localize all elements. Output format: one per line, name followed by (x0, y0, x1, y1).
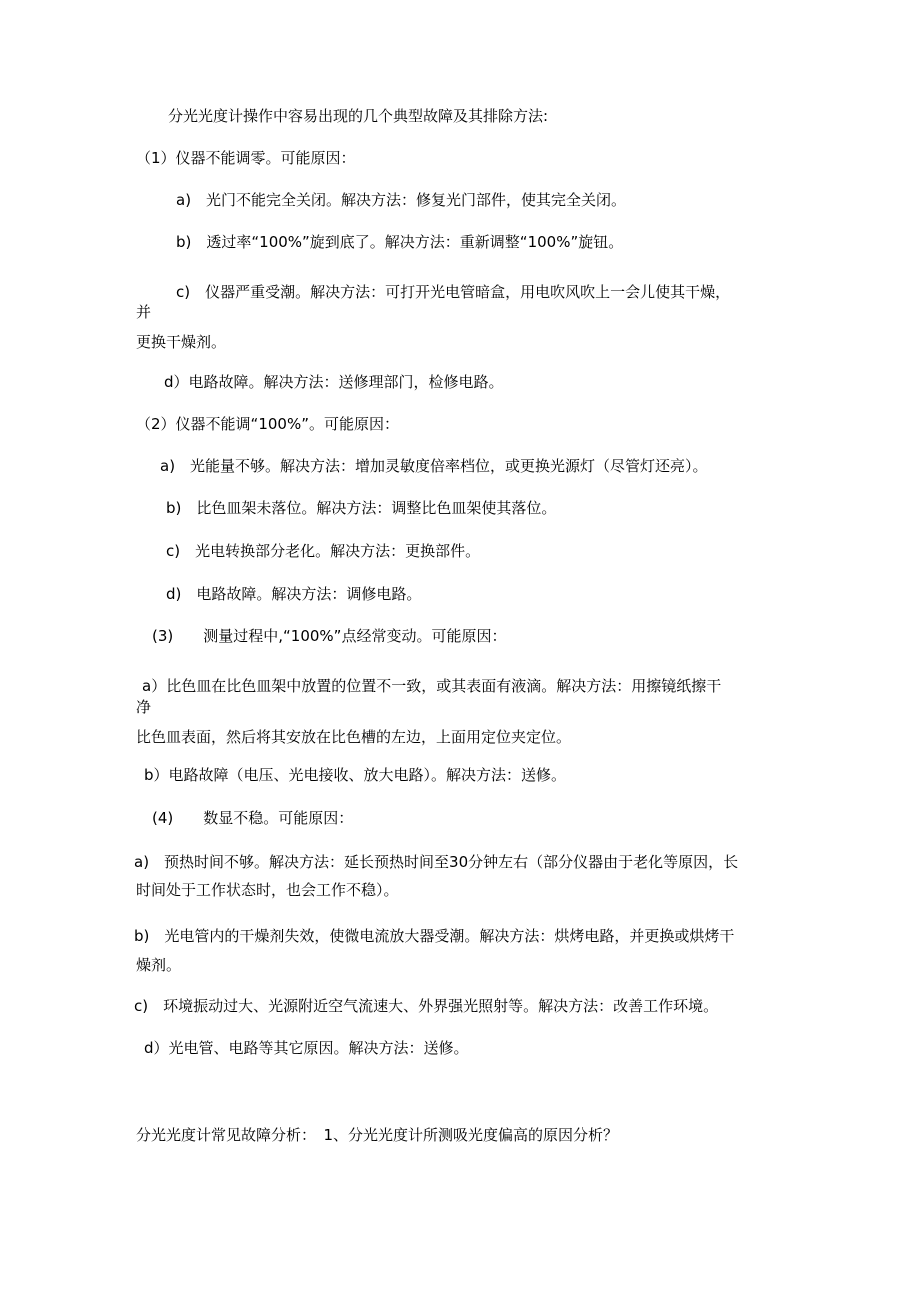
section-1-item-a: a) 光门不能完全关闭。解决方法：修复光门部件，使其完全关闭。 (176, 191, 627, 209)
section-2-item-b: b) 比色皿架未落位。解决方法：调整比色皿架使其落位。 (166, 499, 557, 517)
section-1-item-c-line1: c) 仪器严重受潮。解决方法：可打开光电管暗盒，用电吹风吹上一会儿使其干燥， (176, 283, 731, 301)
section-4-item-a-line2: 时间处于工作状态时，也会工作不稳）。 (136, 881, 399, 899)
section-3-item-a-line3: 比色皿表面，然后将其安放在比色槽的左边，上面用定位夹定位。 (136, 728, 572, 746)
section-1-item-c-line3: 更换干燥剂。 (136, 333, 227, 351)
section-4-heading: (4) 数显不稳。可能原因： (152, 809, 354, 827)
section-4-item-c: c) 环境振动过大、光源附近空气流速大、外界强光照射等。解决方法：改善工作环境。 (134, 997, 719, 1015)
section-3-heading: (3) 测量过程中,“100%”点经常变动。可能原因： (152, 627, 507, 645)
section-2-item-d: d) 电路故障。解决方法：调修电路。 (166, 585, 422, 603)
section-2-item-a: a) 光能量不够。解决方法：增加灵敏度倍率档位，或更换光源灯（尽管灯还亮）。 (160, 457, 708, 475)
section-1-item-c-line2: 并 (136, 303, 152, 321)
section-2-item-c: c) 光电转换部分老化。解决方法：更换部件。 (166, 542, 481, 560)
section-4-item-a-line1: a) 预热时间不够。解决方法：延长预热时间至30分钟左右（部分仪器由于老化等原因，长 (134, 853, 739, 871)
section-1-item-b: b) 透过率“100%”旋到底了。解决方法：重新调整“100%”旋钮。 (176, 233, 624, 251)
section-1-heading: （1）仪器不能调零。可能原因： (136, 149, 356, 167)
section-3-item-a-line1: a）比色皿在比色皿架中放置的位置不一致，或其表面有液滴。解决方法：用擦镜纸擦干 (142, 677, 722, 695)
footer-line: 分光光度计常见故障分析： 1、分光光度计所测吸光度偏高的原因分析？ (136, 1126, 619, 1144)
section-4-item-b-line2: 燥剂。 (136, 956, 182, 974)
doc-title: 分光光度计操作中容易出现的几个典型故障及其排除方法: (168, 107, 549, 125)
section-2-heading: （2）仪器不能调“100%”。可能原因： (136, 415, 399, 433)
section-4-item-b-line1: b) 光电管内的干燥剂失效，使微电流放大器受潮。解决方法：烘烤电路，并更换或烘烤干 (134, 927, 735, 945)
section-1-item-d: d）电路故障。解决方法：送修理部门，检修电路。 (164, 373, 504, 391)
section-4-item-d: d）光电管、电路等其它原因。解决方法：送修。 (144, 1039, 469, 1057)
section-3-item-b: b）电路故障（电压、光电接收、放大电路）。解决方法：送修。 (144, 766, 567, 784)
section-3-item-a-line2: 净 (136, 698, 152, 716)
